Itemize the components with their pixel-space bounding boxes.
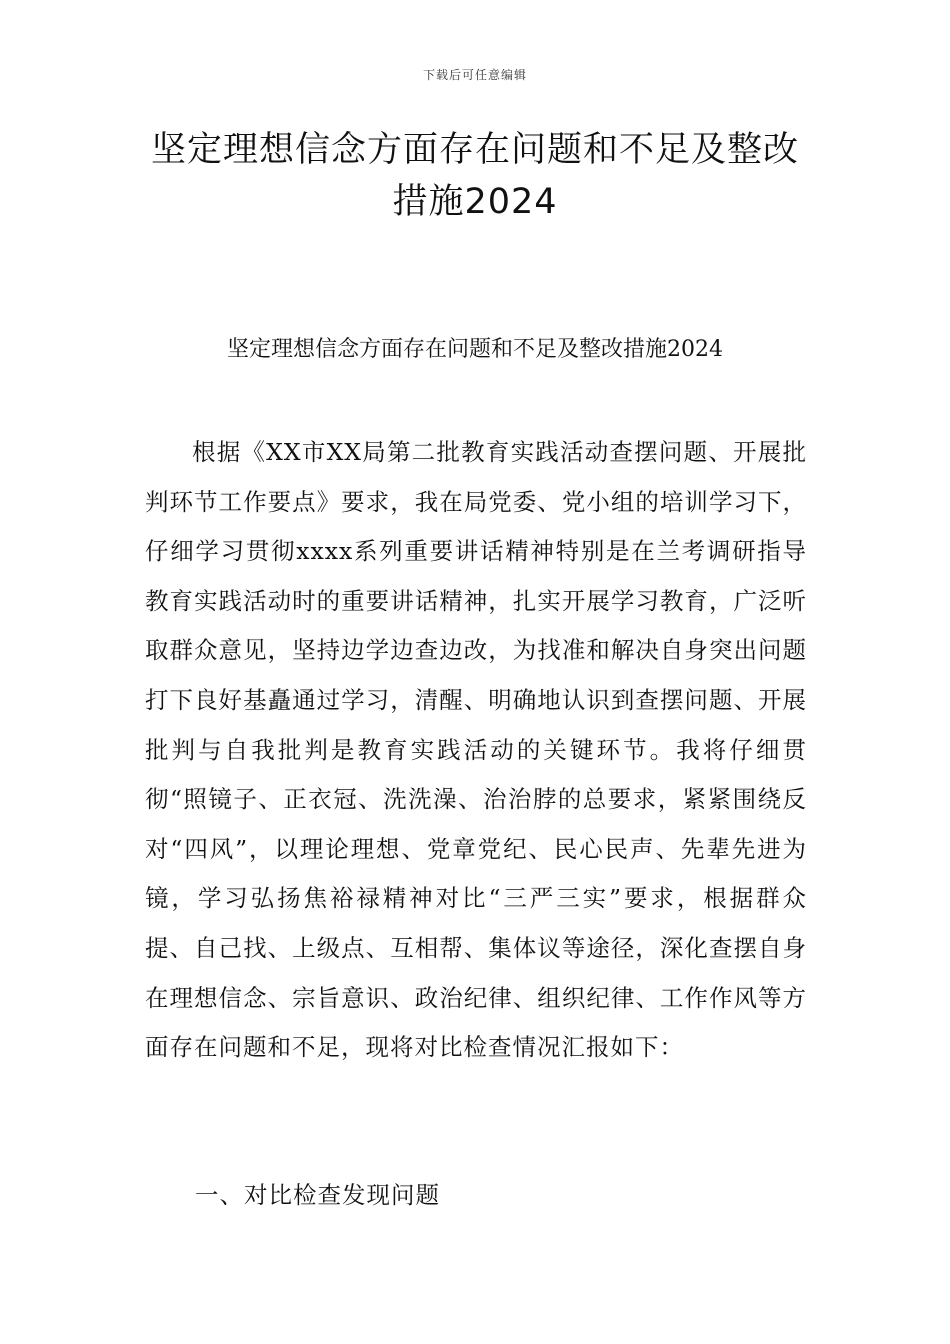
document-title: 坚定理想信念方面存在问题和不足及整改措施2024 bbox=[150, 130, 799, 222]
header-note: 下载后可任意编辑 bbox=[422, 68, 527, 82]
section-heading: 一、对比检查发现问题 bbox=[195, 1181, 440, 1209]
document-subtitle: 坚定理想信念方面存在问题和不足及整改措施2024 bbox=[227, 337, 723, 362]
body-paragraph: 根据《XX市XX局第二批教育实践活动查摆问题、开展批判环节工作要点》要求，我在局党委、党小组的培训学习下，仔细学习贯彻xxxx系列重要讲话精神特别是在兰考调研指导教育实践活动时的重要讲话精神，扎实开展学习教育，广泛听取群众意见，坚持边学边查边改，为找准和解决自身突出问题打下良好基矗通过学习，清醒、明确地认识到查摆问题、开展批判与自我批判是教育实践活动的关键环节。我将仔细贯彻“照镜子、正衣冠、洗洗澡、治治脖的总要求，紧紧围绕反对“四风”，以理论理想、党章党纪、民心民声、先辈先进为镜，学习弘扬焦裕禄精神对比“三严三实”要求，根据群众提、自己找、上级点、互相帮、集体议等途径，深化查摆自身在理想信念、宗旨意识、政治纪律、组织纪律、工作作风等方面存在问题和不足，现将对比检查情况汇报如下： bbox=[145, 438, 807, 1062]
